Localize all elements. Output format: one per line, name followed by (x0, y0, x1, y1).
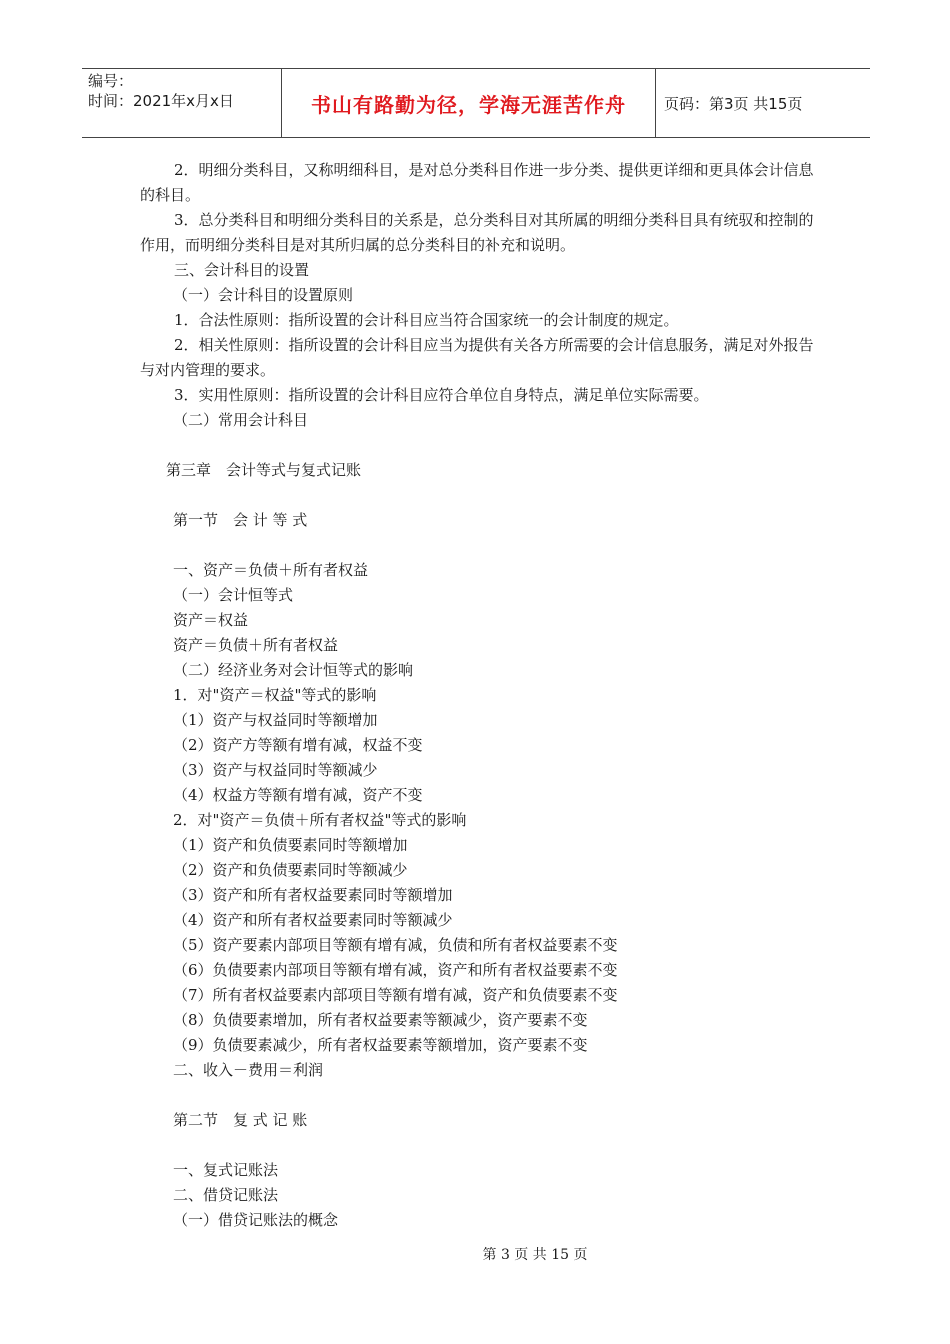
list-item: （5）资产要素内部项目等额有增有减，负债和所有者权益要素不变 (173, 936, 618, 954)
page-footer: 第 3 页 共 15 页 (482, 1247, 588, 1263)
section-heading: 一、资产＝负债＋所有者权益 (173, 561, 369, 579)
list-item: （4）权益方等额有增有减，资产不变 (173, 786, 423, 804)
list-heading: 1．对"资产＝权益"等式的影响 (173, 686, 377, 704)
subsection-heading: （一）借贷记账法的概念 (173, 1211, 339, 1229)
list-item: （9）负债要素减少，所有者权益要素等额增加，资产要素不变 (173, 1036, 588, 1054)
list-item: （2）资产和负债要素同时等额减少 (173, 861, 408, 879)
equation-line: 资产＝权益 (173, 611, 249, 629)
list-item: （4）资产和所有者权益要素同时等额减少 (173, 911, 453, 929)
section-heading: 二、收入－费用＝利润 (173, 1061, 324, 1079)
number-label: 编号： (88, 72, 134, 90)
document-body (140, 158, 820, 1233)
list-item: （3）资产与权益同时等额减少 (173, 761, 378, 779)
list-item: （1）资产与权益同时等额增加 (173, 711, 378, 729)
list-heading: 2．对"资产＝负债＋所有者权益"等式的影响 (173, 811, 467, 829)
paragraph: 3．实用性原则：指所设置的会计科目应符合单位自身特点，满足单位实际需要。 (174, 386, 709, 404)
section-title: 第二节 复 式 记 账 (173, 1111, 308, 1129)
subsection-heading: （二）常用会计科目 (173, 411, 309, 429)
header-motto: 书山有路勤为径，学海无涯苦作舟 (282, 69, 656, 137)
subsection-heading: （一）会计恒等式 (173, 586, 294, 604)
section-heading: 三、会计科目的设置 (174, 261, 310, 279)
subsection-heading: （二）经济业务对会计恒等式的影响 (173, 661, 414, 679)
list-item: （6）负债要素内部项目等额有增有减，资产和所有者权益要素不变 (173, 961, 618, 979)
paragraph: 3．总分类科目和明细分类科目的关系是，总分类科目对其所属的明细分类科目具有统驭和控制的作用，而明细分类科目是对其所归属的总分类科目的补充和说明。 (140, 211, 814, 254)
list-item: （2）资产方等额有增有减，权益不变 (173, 736, 423, 754)
page-header (82, 68, 870, 138)
time-label: 时间：2021年x月x日 (88, 92, 234, 110)
list-item: （7）所有者权益要素内部项目等额有增有减，资产和负债要素不变 (173, 986, 618, 1004)
section-heading: 二、借贷记账法 (173, 1186, 279, 1204)
equation-line: 资产＝负债＋所有者权益 (173, 636, 339, 654)
list-item: （8）负债要素增加，所有者权益要素等额减少，资产要素不变 (173, 1011, 588, 1029)
paragraph: 1．合法性原则：指所设置的会计科目应当符合国家统一的会计制度的规定。 (174, 311, 679, 329)
paragraph: 2．明细分类科目，又称明细科目，是对总分类科目作进一步分类、提供更详细和更具体会计信息的科目。 (140, 161, 814, 204)
section-title: 第一节 会 计 等 式 (173, 511, 308, 529)
section-heading: 一、复式记账法 (173, 1161, 279, 1179)
header-meta (82, 69, 282, 137)
chapter-title: 第三章 会计等式与复式记账 (166, 461, 362, 479)
list-item: （3）资产和所有者权益要素同时等额增加 (173, 886, 453, 904)
subsection-heading: （一）会计科目的设置原则 (173, 286, 354, 304)
header-page-label: 页码：第3页 共15页 (664, 94, 803, 113)
paragraph: 2．相关性原则：指所设置的会计科目应当为提供有关各方所需要的会计信息服务，满足对外报告与对内管理的要求。 (140, 336, 814, 379)
list-item: （1）资产和负债要素同时等额增加 (173, 836, 408, 854)
